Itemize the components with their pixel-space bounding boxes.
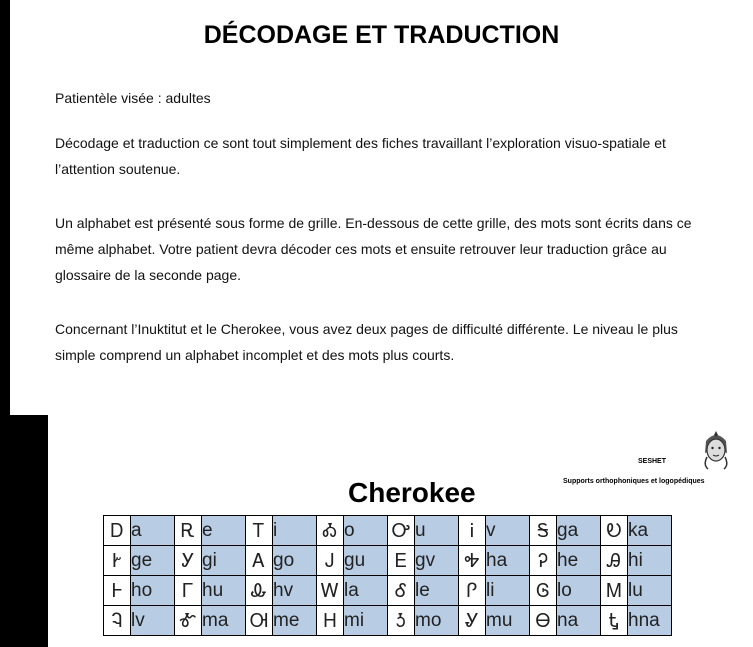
paragraph-instructions: Un alphabet est présenté sous forme de grille. En-dessous de cette grille, des mots sont écrits dans ce même alphabet. Votre patient devra décoder ces mots et ensuite retrouver leur traduction grâce au glossaire de la seconde page. [55, 215, 692, 283]
cherokee-symbol: Ꮂ [246, 576, 273, 606]
cherokee-symbol: Ꭱ [175, 516, 202, 546]
cherokee-symbol: Ꭿ [601, 546, 628, 576]
cherokee-symbol: Ꭰ [104, 516, 131, 546]
cherokee-symbol: Ꮀ [104, 576, 131, 606]
cherokee-symbol: Ꭼ [388, 546, 415, 576]
cherokee-symbol: Ꮇ [601, 576, 628, 606]
cherokee-symbol: Ꮎ [530, 606, 557, 636]
cherokee-symbol: Ꭾ [530, 546, 557, 576]
latin-transcription: lu [628, 576, 672, 606]
cherokee-symbol: Ꭲ [246, 516, 273, 546]
cherokee-symbol: Ꮊ [246, 606, 273, 636]
latin-transcription: li [486, 576, 530, 606]
latin-transcription: lo [557, 576, 601, 606]
cherokee-symbol: Ꭽ [459, 546, 486, 576]
cherokee-symbol: Ꭴ [388, 516, 415, 546]
latin-transcription: la [344, 576, 388, 606]
cherokee-symbol: Ꮈ [104, 606, 131, 636]
latin-transcription: o [344, 516, 388, 546]
latin-transcription: lv [131, 606, 175, 636]
latin-transcription: mi [344, 606, 388, 636]
page-title: DÉCODAGE ET TRADUCTION [203, 21, 560, 49]
latin-transcription: gu [344, 546, 388, 576]
cherokee-symbol: Ꮄ [388, 576, 415, 606]
latin-transcription: gv [415, 546, 459, 576]
latin-transcription: gi [202, 546, 246, 576]
latin-transcription: hv [273, 576, 317, 606]
latin-transcription: e [202, 516, 246, 546]
alphabet-grid [103, 515, 672, 636]
seshet-logo-icon [699, 427, 733, 471]
cherokee-worksheet [48, 415, 753, 647]
cherokee-symbol: Ꭻ [317, 546, 344, 576]
cherokee-symbol: Ꭸ [104, 546, 131, 576]
brand-tagline: Supports orthophoniques et logopédiques [563, 478, 705, 485]
latin-transcription: hu [202, 576, 246, 606]
cherokee-symbol: Ꭶ [530, 516, 557, 546]
cherokee-symbol: Ꭺ [246, 546, 273, 576]
latin-transcription: le [415, 576, 459, 606]
cherokee-symbol: Ꮋ [317, 606, 344, 636]
paragraph-difficulty: Concernant l’Inuktitut et le Cherokee, vous avez deux pages de difficulté différente. Le niveau le plus simple comprend un alphabet incomplet et des mots plus courts. [55, 321, 678, 363]
latin-transcription: he [557, 546, 601, 576]
latin-transcription: a [131, 516, 175, 546]
latin-transcription: ho [131, 576, 175, 606]
latin-transcription: mu [486, 606, 530, 636]
cherokee-symbol: Ꭷ [601, 516, 628, 546]
latin-transcription: ma [202, 606, 246, 636]
latin-transcription: ka [628, 516, 672, 546]
latin-transcription: i [273, 516, 317, 546]
latin-transcription: hi [628, 546, 672, 576]
paragraph-audience: Patientèle visée : adultes [55, 90, 211, 106]
latin-transcription: ge [131, 546, 175, 576]
latin-transcription: me [273, 606, 317, 636]
cherokee-symbol: Ꭵ [459, 516, 486, 546]
grid-row [104, 516, 672, 546]
instruction-page [10, 0, 753, 415]
cherokee-symbol: Ꮉ [175, 606, 202, 636]
brand-name: SESHET [638, 458, 667, 465]
cherokee-symbol: Ꮌ [388, 606, 415, 636]
cherokee-symbol: Ꮁ [175, 576, 202, 606]
grid-row [104, 576, 672, 606]
cherokee-symbol: Ꮏ [601, 606, 628, 636]
cherokee-symbol: Ꭳ [317, 516, 344, 546]
grid-row [104, 606, 672, 636]
latin-transcription: u [415, 516, 459, 546]
cherokee-symbol: Ꮆ [530, 576, 557, 606]
cherokee-symbol: Ꮃ [317, 576, 344, 606]
cherokee-symbol: Ꮍ [459, 606, 486, 636]
cherokee-symbol: Ꭹ [175, 546, 202, 576]
latin-transcription: v [486, 516, 530, 546]
latin-transcription: mo [415, 606, 459, 636]
cherokee-symbol: Ꮅ [459, 576, 486, 606]
latin-transcription: ga [557, 516, 601, 546]
latin-transcription: go [273, 546, 317, 576]
latin-transcription: hna [628, 606, 672, 636]
latin-transcription: ha [486, 546, 530, 576]
worksheet-title: Cherokee [348, 477, 476, 508]
paragraph-description: Décodage et traduction ce sont tout simplement des fiches travaillant l’exploration visuo-spatiale et l’attention soutenue. [55, 135, 666, 177]
grid-row [104, 546, 672, 576]
latin-transcription: na [557, 606, 601, 636]
